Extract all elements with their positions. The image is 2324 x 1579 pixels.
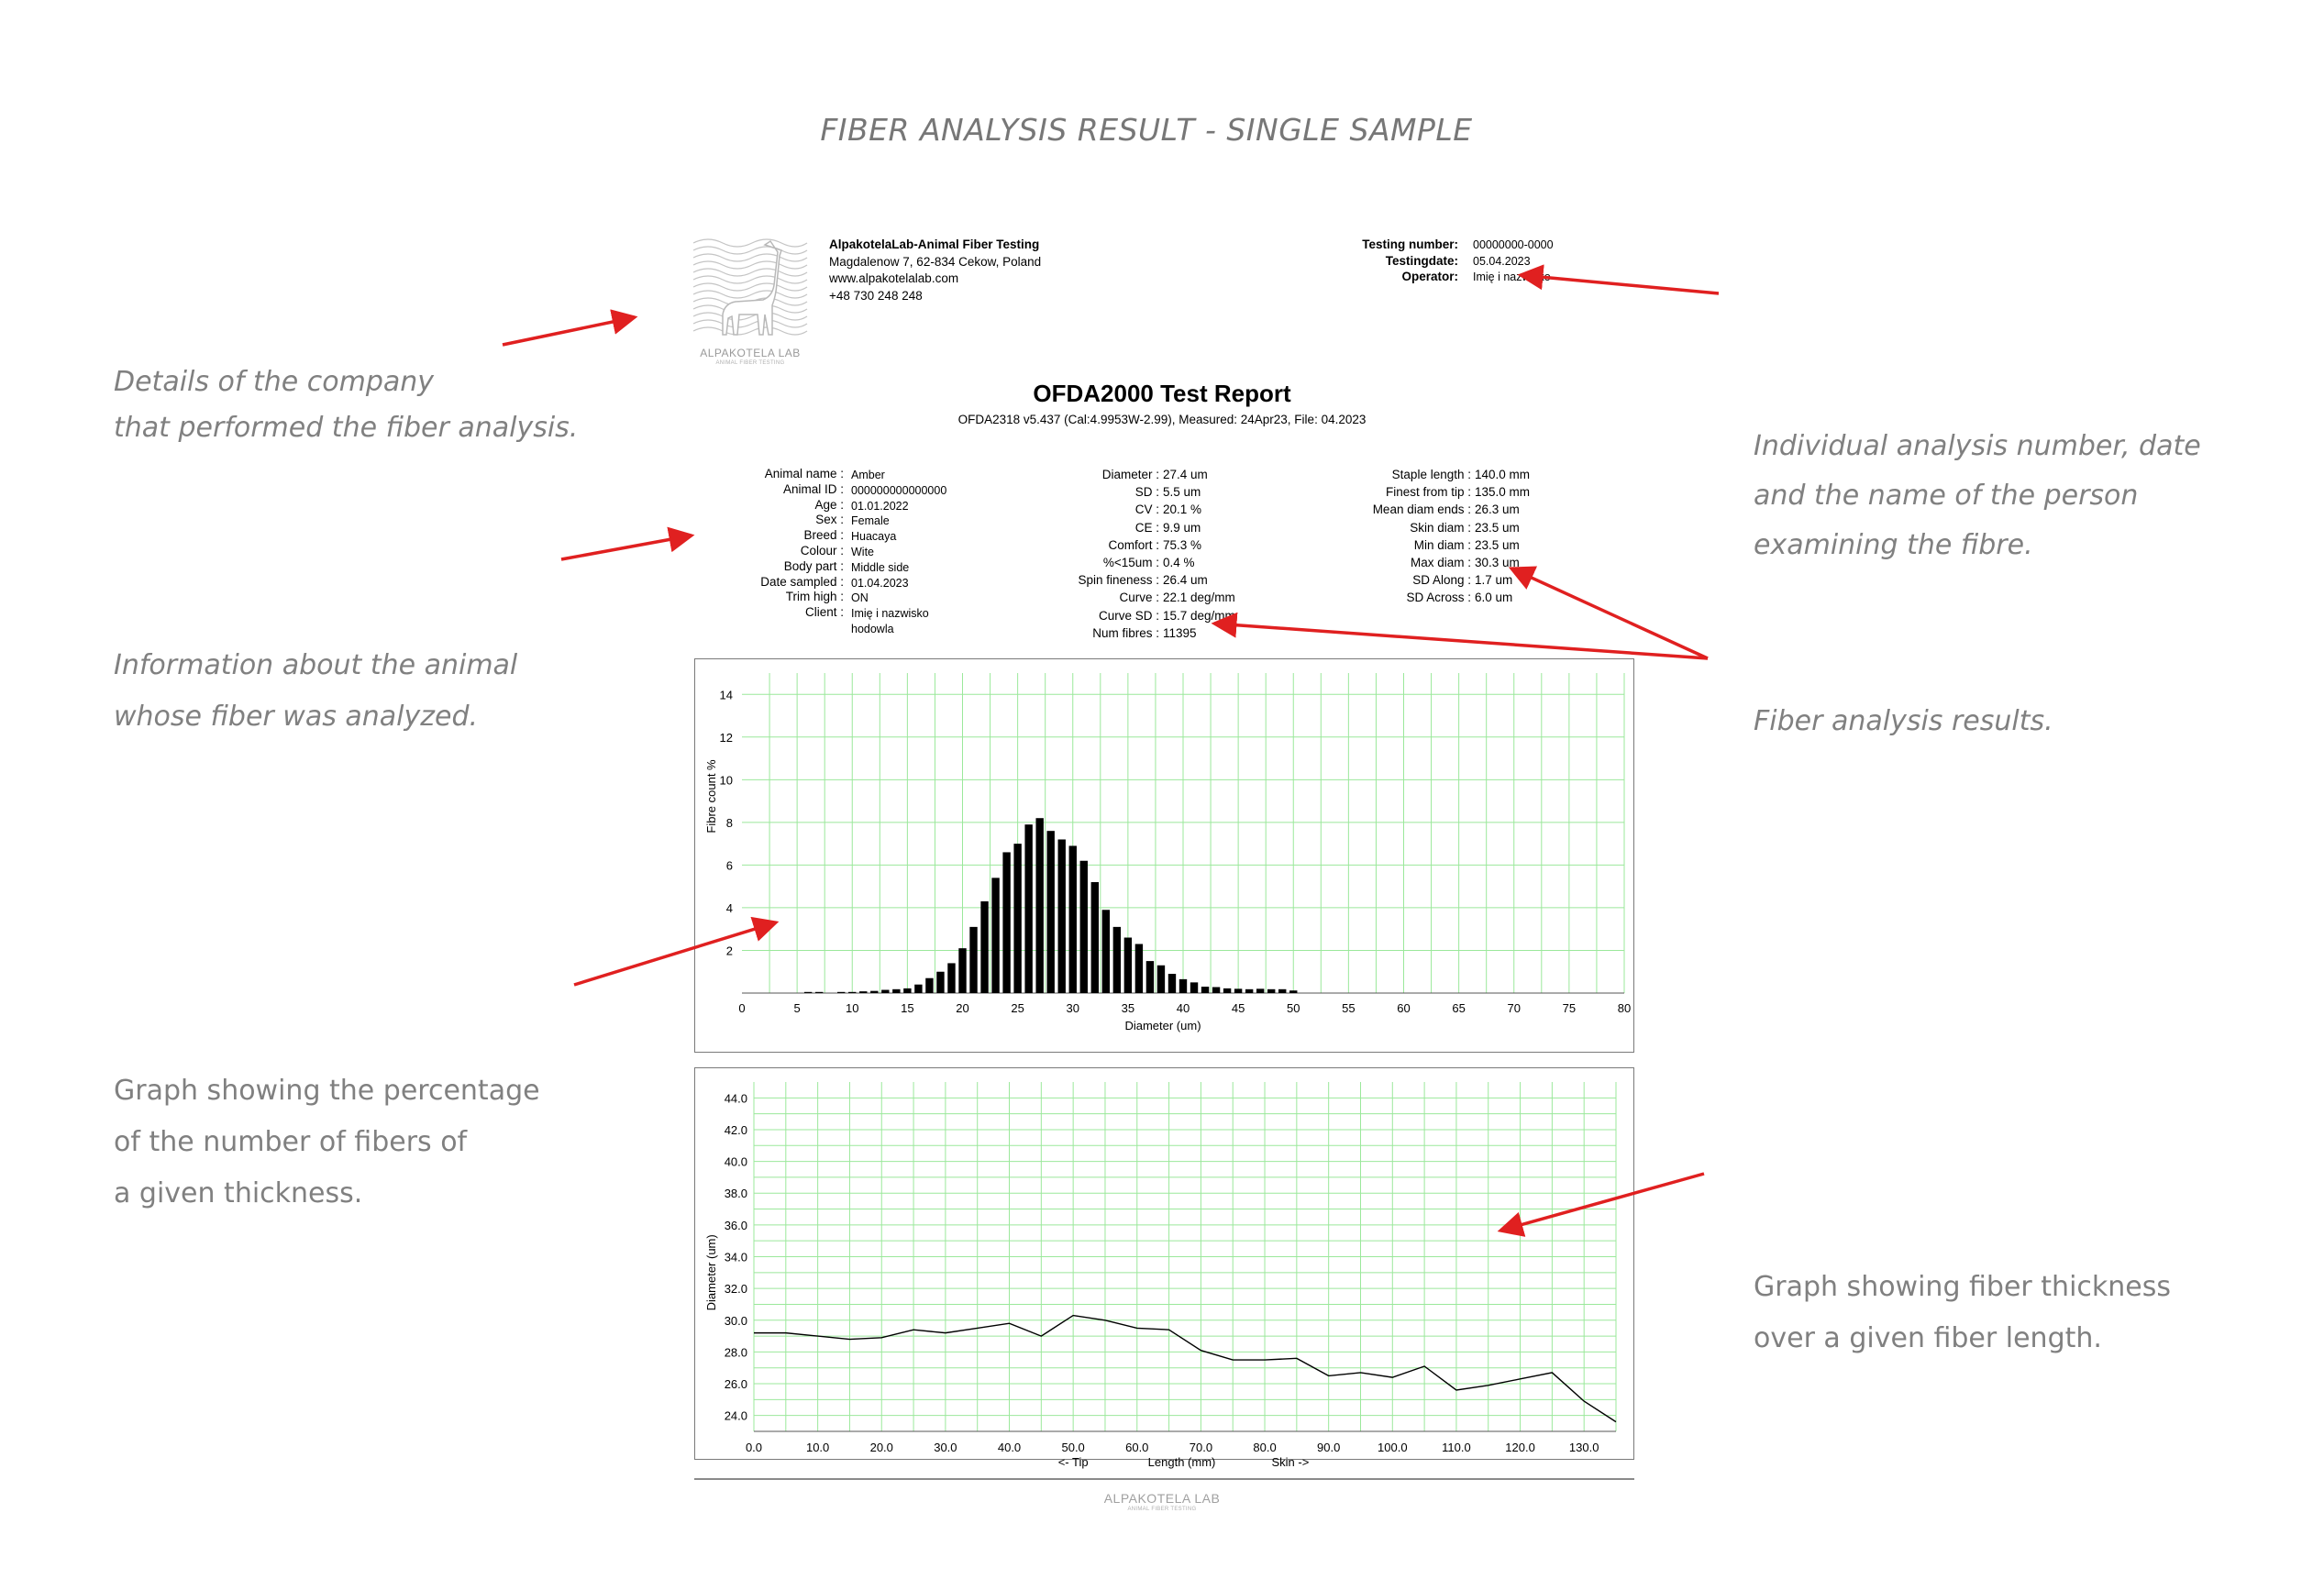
testing-number: 00000000-0000	[1473, 238, 1554, 251]
stat-label: Curve :	[1119, 591, 1159, 605]
x-tick-label: 65	[1452, 1001, 1466, 1015]
stat-label: Skin diam :	[1410, 520, 1471, 535]
histogram-bar	[925, 978, 933, 993]
company-details	[829, 237, 1041, 304]
animal-info-values	[851, 468, 946, 637]
animal-field-label: Breed :	[803, 528, 844, 543]
histogram-bar	[980, 901, 988, 993]
animal-field-value: 01.01.2022	[851, 499, 909, 513]
histogram-bar	[1179, 979, 1187, 993]
annotation-length-graph: Graph showing fiber thickness over a given fiber length.	[1754, 1271, 2171, 1354]
histogram-bar	[947, 963, 955, 993]
stat-value: 135.0 mm	[1475, 485, 1531, 500]
x-tick-label: 10	[846, 1001, 859, 1015]
animal-field-value: Wite	[851, 545, 874, 558]
animal-field-label: Body part :	[783, 558, 844, 573]
histogram-bar	[1267, 989, 1275, 993]
stat-row	[1266, 571, 1559, 589]
y-tick-label: 4	[725, 900, 733, 915]
logo-subtitle: ANIMAL FIBER TESTING	[715, 360, 785, 366]
histogram-bar	[1278, 989, 1286, 993]
x-annotation-skin: Skin ->	[1271, 1455, 1310, 1469]
x-tick-label: 70.0	[1189, 1441, 1213, 1454]
stat-label: Num fibres :	[1092, 625, 1159, 640]
histogram-bar	[903, 988, 911, 993]
annotation-testing-info: Individual analysis number, date and the name of the person examining the fibre.	[1754, 430, 2201, 561]
histogram-grid	[742, 673, 1624, 993]
histogram-bar	[1080, 861, 1088, 993]
stat-row	[972, 483, 1211, 501]
stat-value: 26.4 um	[1163, 573, 1208, 588]
histogram-bar	[1013, 844, 1021, 993]
stat-row	[972, 536, 1211, 554]
histogram-bar	[1223, 988, 1231, 993]
x-tick-label: 60	[1397, 1001, 1411, 1015]
x-tick-label: 30.0	[934, 1441, 957, 1454]
y-tick-label: 40.0	[724, 1154, 747, 1169]
arrow-company	[503, 317, 635, 345]
histogram-bar	[1245, 989, 1253, 993]
histogram-bar	[1135, 944, 1143, 993]
x-tick-label: 130.0	[1568, 1441, 1599, 1454]
stat-row	[972, 519, 1211, 536]
histogram-bar	[1234, 988, 1242, 993]
stat-label: SD Along :	[1412, 573, 1471, 588]
animal-field-value: ON	[851, 591, 869, 605]
x-tick-label: 15	[901, 1001, 914, 1015]
stat-row	[972, 624, 1211, 642]
page-title: FIBER ANALYSIS RESULT - SINGLE SAMPLE	[820, 112, 1473, 148]
histogram-bar	[991, 878, 999, 993]
testing-date: 05.04.2023	[1473, 254, 1531, 268]
stat-label: Diameter :	[1101, 468, 1159, 481]
histogram-bar	[969, 927, 977, 993]
histogram-bar	[881, 990, 889, 993]
animal-info-labels	[715, 467, 844, 636]
animal-field-label: Client :	[804, 605, 844, 620]
operator-name: Imię i nazwisko	[1473, 271, 1551, 283]
stat-row	[1266, 554, 1559, 571]
animal-field-value: Imię i nazwisko	[851, 607, 929, 621]
footer-divider	[694, 1478, 1634, 1480]
report-subtitle: OFDA2318 v5.437 (Cal:4.9953W-2.99), Measured: 24Apr23, File: 04.2023	[957, 413, 1367, 426]
stat-row	[972, 571, 1211, 589]
animal-field-label: Colour :	[800, 543, 844, 558]
stat-label: CV :	[1134, 502, 1159, 517]
length-grid	[754, 1082, 1616, 1431]
x-tick-label: 25	[1011, 1001, 1024, 1015]
x-tick-label: 110.0	[1442, 1441, 1471, 1454]
stat-label: Min diam :	[1413, 537, 1471, 552]
histogram-bar	[1102, 910, 1110, 993]
stat-value: 6.0 um	[1475, 591, 1513, 605]
stat-value: 23.5 um	[1475, 537, 1520, 552]
annotation-results: Fiber analysis results.	[1754, 705, 2053, 737]
histogram-bar	[1035, 818, 1043, 993]
logo-name: ALPAKOTELA LAB	[700, 347, 801, 359]
y-tick-label: 30.0	[724, 1313, 747, 1328]
x-tick-label: 0	[738, 1001, 746, 1015]
x-tick-label: 45	[1231, 1001, 1245, 1015]
x-tick-label: 20.0	[869, 1441, 893, 1454]
stat-row	[1266, 536, 1559, 554]
y-tick-label: 26.0	[724, 1377, 747, 1392]
stat-value: 1.7 um	[1475, 573, 1513, 588]
histogram-bar	[1047, 831, 1055, 993]
stat-label: Spin fineness :	[1078, 573, 1159, 588]
histogram-bar	[1024, 824, 1032, 993]
x-axis-label: Diameter (um)	[1124, 1019, 1201, 1032]
x-tick-label: 10.0	[805, 1441, 830, 1454]
stat-value: 27.4 um	[1163, 468, 1208, 481]
y-tick-label: 10	[719, 773, 733, 788]
x-axis-label: Length (mm)	[1147, 1455, 1216, 1469]
x-tick-label: 5	[793, 1001, 801, 1015]
histogram-bar	[1256, 988, 1264, 993]
y-tick-label: 36.0	[724, 1218, 747, 1232]
y-tick-label: 2	[725, 944, 733, 958]
histogram-bar	[1146, 961, 1154, 993]
y-tick-label: 44.0	[724, 1091, 747, 1106]
animal-field-label: Animal name :	[764, 467, 844, 480]
x-tick-label: 100.0	[1378, 1441, 1408, 1454]
company-phone: +48 730 248 248	[829, 288, 923, 303]
stat-value: 11395	[1163, 625, 1197, 640]
x-tick-label: 40	[1176, 1001, 1190, 1015]
stat-row	[1266, 501, 1559, 518]
stat-value: 75.3 %	[1163, 537, 1202, 552]
y-tick-label: 8	[725, 815, 733, 830]
annotation-animal-info: Information about the animal whose fiber was analyzed.	[114, 649, 518, 733]
report-title: OFDA2000 Test Report	[1033, 380, 1291, 407]
stat-row	[1266, 589, 1559, 606]
animal-field-label: Date sampled :	[760, 574, 844, 589]
y-tick-label: 28.0	[724, 1345, 747, 1360]
y-tick-label: 34.0	[724, 1250, 747, 1264]
operator-label: Operator:	[1401, 270, 1458, 283]
histogram-bar	[1212, 987, 1220, 993]
animal-field-value: Amber	[851, 469, 885, 481]
testing-values	[1473, 237, 1554, 286]
y-tick-label: 42.0	[724, 1122, 747, 1137]
footer-logo-subtitle: ANIMAL FIBER TESTING	[1127, 1507, 1197, 1512]
histogram-bar	[804, 992, 812, 993]
x-tick-label: 80.0	[1253, 1441, 1277, 1454]
animal-field-label: Animal ID :	[782, 481, 844, 496]
histogram-bar	[1289, 990, 1297, 993]
animal-field-value: Female	[851, 514, 890, 528]
company-address: Magdalenow 7, 62-834 Cekow, Poland	[829, 254, 1042, 269]
stat-row	[1266, 483, 1559, 501]
arrow-animal	[561, 536, 692, 559]
x-tick-label: 35	[1121, 1001, 1135, 1015]
annotation-company-details: Details of the company that performed the fiber analysis.	[114, 366, 579, 444]
stat-value: 23.5 um	[1475, 520, 1520, 535]
diameter-histogram-chart	[694, 658, 1634, 1053]
y-tick-label: 32.0	[724, 1282, 747, 1297]
x-tick-label: 90.0	[1317, 1441, 1341, 1454]
testing-labels	[1293, 237, 1458, 285]
diameter-along-length-chart	[694, 1067, 1634, 1469]
histogram-bar	[1201, 987, 1209, 993]
company-website: www.alpakotelalab.com	[829, 271, 959, 285]
stat-value: 140.0 mm	[1475, 468, 1531, 481]
stat-label: Finest from tip :	[1385, 485, 1471, 500]
y-tick-label: 38.0	[724, 1187, 747, 1201]
histogram-bar	[936, 972, 944, 993]
x-tick-label: 75	[1562, 1001, 1577, 1015]
diameter-along-length-svg	[695, 1068, 1633, 1469]
animal-field-value: 000000000000000	[851, 483, 947, 497]
histogram-bar	[1113, 927, 1121, 993]
y-axis-label: Fibre count %	[704, 759, 718, 834]
annotation-histogram: Graph showing the percentage of the number of fibers of a given thickness.	[114, 1075, 540, 1209]
stat-value: 30.3 um	[1475, 556, 1520, 570]
testing-number-label: Testing number:	[1362, 237, 1458, 251]
x-tick-label: 30	[1066, 1001, 1079, 1015]
histogram-bar	[1091, 882, 1099, 993]
histogram-bar	[914, 985, 922, 993]
x-tick-label: 80	[1617, 1001, 1632, 1015]
x-tick-label: 40.0	[997, 1441, 1022, 1454]
stat-value: 22.1 deg/mm	[1163, 591, 1235, 605]
footer-logo-name: ALPAKOTELA LAB	[1103, 1491, 1221, 1506]
x-tick-label: 70	[1507, 1001, 1521, 1015]
histogram-bar	[1058, 839, 1066, 993]
histogram-bar	[1069, 845, 1077, 993]
histogram-bar	[1157, 966, 1165, 993]
stat-value: 26.3 um	[1475, 502, 1520, 517]
fiber-stats-length	[1266, 466, 1559, 607]
animal-field-value: Huacaya	[851, 530, 897, 544]
stat-row	[1266, 466, 1559, 483]
histogram-bar	[892, 989, 900, 993]
animal-field-label: Trim high :	[785, 590, 844, 604]
stat-label: SD Across :	[1406, 591, 1471, 605]
stat-label: Curve SD :	[1098, 608, 1159, 623]
histogram-bar	[870, 991, 878, 993]
stat-row	[972, 589, 1235, 606]
y-tick-label: 6	[725, 858, 733, 873]
x-tick-label: 50.0	[1061, 1441, 1085, 1454]
stat-label: %<15um :	[1102, 556, 1159, 570]
stat-row	[972, 554, 1211, 571]
histogram-bar	[1124, 938, 1132, 993]
y-tick-label: 24.0	[724, 1408, 747, 1423]
histogram-bar	[1168, 974, 1176, 993]
stat-value: 5.5 um	[1163, 485, 1201, 500]
animal-field-label	[715, 621, 844, 636]
animal-field-value: 01.04.2023	[851, 576, 909, 590]
stat-label: Max diam :	[1410, 556, 1471, 570]
stat-value: 20.1 %	[1163, 502, 1202, 517]
fiber-stats-diameter	[972, 466, 1235, 642]
x-annotation-tip: <- Tip	[1057, 1455, 1089, 1469]
x-tick-label: 55	[1342, 1001, 1356, 1015]
stat-label: Staple length :	[1391, 468, 1471, 481]
stat-label: Comfort :	[1108, 537, 1159, 552]
histogram-bar	[815, 992, 823, 993]
stat-row	[972, 607, 1235, 624]
histogram-bar	[958, 948, 966, 993]
histogram-bar	[859, 991, 867, 993]
histogram-bar	[1190, 982, 1198, 993]
testing-date-label: Testingdate:	[1385, 253, 1458, 268]
x-tick-label: 60.0	[1125, 1441, 1149, 1454]
x-tick-label: 120.0	[1505, 1441, 1535, 1454]
arrow-results-2	[1214, 624, 1708, 658]
y-axis-label: Diameter (um)	[704, 1234, 718, 1311]
histogram-bar	[837, 992, 845, 993]
diameter-histogram-svg	[695, 659, 1633, 1052]
histogram-bar	[1002, 852, 1010, 993]
stat-label: SD :	[1134, 485, 1159, 500]
diameter-series-line	[754, 1316, 1616, 1422]
stat-value: 0.4 %	[1163, 556, 1195, 570]
stat-label: CE :	[1134, 520, 1159, 535]
animal-field-label: Age :	[814, 497, 844, 512]
x-tick-label: 0.0	[745, 1441, 763, 1454]
y-tick-label: 12	[719, 730, 733, 745]
stat-value: 9.9 um	[1163, 520, 1201, 535]
stat-label: Mean diam ends :	[1372, 502, 1471, 517]
x-tick-label: 50	[1287, 1001, 1300, 1015]
y-tick-label: 14	[719, 688, 733, 702]
company-name: AlpakotelaLab-Animal Fiber Testing	[829, 237, 1040, 251]
animal-field-value: hodowla	[851, 622, 894, 635]
stat-row	[972, 466, 1211, 483]
stat-row	[1266, 519, 1559, 536]
stat-value: 15.7 deg/mm	[1163, 608, 1235, 623]
x-tick-label: 20	[956, 1001, 969, 1015]
animal-field-value: Middle side	[851, 560, 910, 574]
histogram-bar	[848, 992, 856, 993]
stat-row	[972, 501, 1211, 518]
animal-field-label: Sex :	[815, 513, 844, 527]
